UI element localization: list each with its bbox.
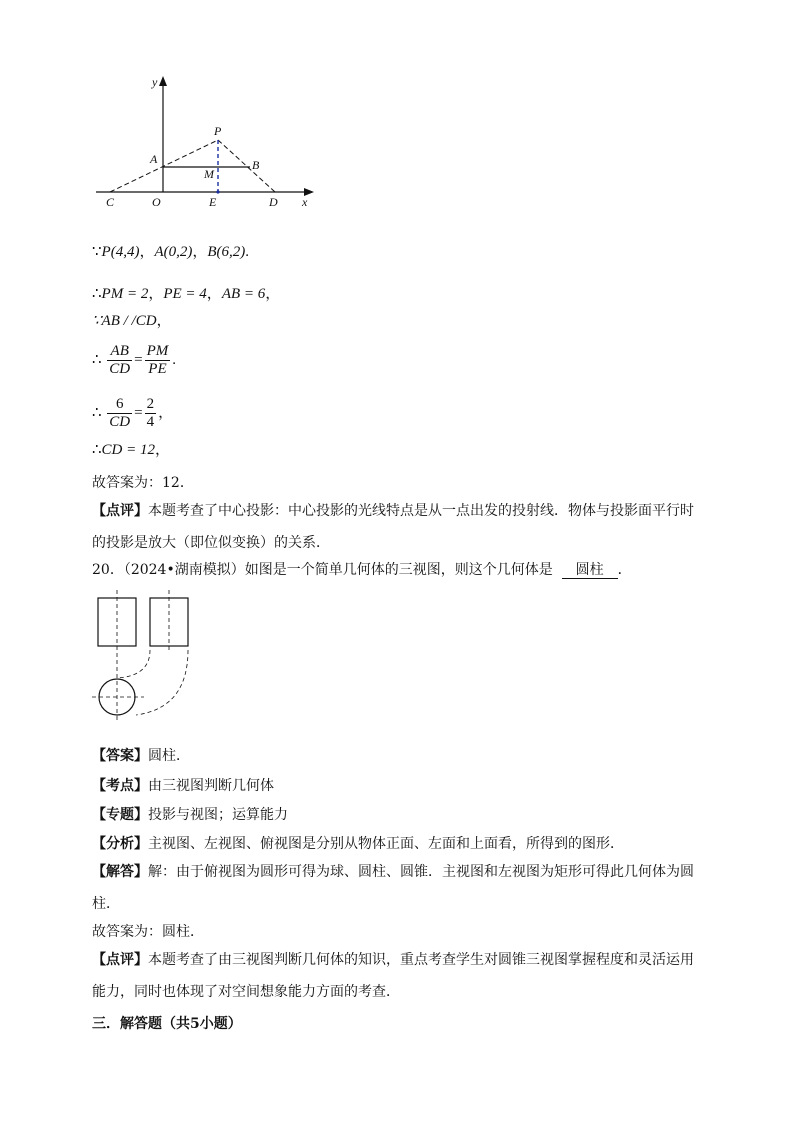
answer-blank: 圆柱 — [562, 562, 618, 579]
kaodian-text: 由三视图判断几何体 — [148, 778, 274, 794]
period: . — [245, 244, 250, 260]
kaodian-tag: 【考点】 — [92, 778, 148, 794]
equals-sign: = — [134, 404, 143, 421]
fraction-6-cd — [107, 396, 132, 431]
therefore-symbol: ∴ — [92, 351, 102, 368]
zhuanti-text: 投影与视图；运算能力 — [148, 807, 288, 823]
separator: ， — [139, 244, 155, 260]
comment-20 — [92, 944, 704, 1008]
parallel-statement: ∵AB / /CD — [92, 313, 157, 329]
separator: ， — [148, 286, 164, 302]
separator: ， — [206, 286, 222, 302]
label-x: x — [302, 195, 308, 209]
y-axis-arrow — [159, 76, 167, 86]
comment-text: 本题考查了中心投影：中心投影的光线特点是从一点出发的投射线．物体与投影面平行时的投影是放大（即位似变换）的关系． — [92, 503, 694, 551]
numerator: AB — [107, 343, 132, 361]
therefore-symbol: ∴ — [92, 286, 102, 302]
label-o: O — [152, 195, 161, 209]
separator: ， — [192, 244, 208, 260]
fraction-pm-pe — [145, 343, 171, 378]
numerator: PM — [146, 343, 169, 359]
kaodian-20 — [92, 777, 274, 795]
label-m: M — [204, 167, 214, 181]
label-c: C — [106, 195, 115, 209]
zhuanti-20 — [92, 806, 288, 824]
separator: ， — [156, 313, 172, 329]
fenxi-tag: 【分析】 — [92, 836, 148, 852]
separator: ， — [158, 404, 174, 421]
solution-line-1 — [92, 243, 249, 261]
projection-arc-inner — [117, 650, 150, 678]
question-20-stem — [92, 561, 632, 579]
label-b: B — [252, 158, 260, 172]
equals-sign: = — [134, 351, 143, 368]
denominator: CD — [109, 361, 131, 377]
answer-line-20: 故答案为：圆柱． — [92, 924, 204, 940]
jieda-text: 解：由于俯视图为圆形可得为球、圆柱、圆锥．主视图和左视图为矩形可得此几何体为圆柱． — [92, 864, 694, 912]
therefore-symbol: ∴ — [92, 442, 102, 458]
ab-value: AB = 6 — [221, 286, 266, 302]
denominator: CD — [109, 414, 131, 430]
fraction-2-4 — [145, 396, 157, 431]
central-projection-diagram — [88, 72, 328, 212]
question-source: （2024•湖南模拟） — [123, 562, 245, 578]
comment-tag: 【点评】 — [92, 503, 148, 519]
therefore-symbol: ∴ — [92, 404, 102, 421]
comment-tag: 【点评】 — [92, 952, 148, 968]
solution-line-3 — [92, 312, 172, 330]
cd-value: CD = 12 — [101, 442, 156, 458]
ray-pd — [218, 140, 275, 192]
solution-line-2 — [92, 285, 280, 303]
label-e: E — [209, 195, 217, 209]
label-d: D — [269, 195, 278, 209]
fenxi-text: 主视图、左视图、俯视图是分别从物体正面、左面和上面看，所得到的图形． — [148, 836, 624, 852]
section-3-title: 三．解答题（共5小题） — [92, 1016, 242, 1032]
label-a: A — [150, 152, 158, 166]
point-e-dot — [216, 190, 219, 193]
fraction-ab-cd — [107, 343, 132, 378]
point-b-coords: B(6,2) — [207, 244, 246, 260]
three-views-diagram — [86, 588, 206, 723]
fenxi-20 — [92, 835, 624, 853]
jieda-20 — [92, 856, 704, 920]
projection-arc-outer — [136, 650, 188, 715]
numerator: 6 — [107, 396, 132, 414]
answer-20 — [92, 747, 190, 765]
label-p: P — [214, 124, 222, 138]
pm-value: PM = 2 — [101, 286, 149, 302]
comment-19 — [92, 495, 704, 559]
because-symbol: ∵ — [92, 244, 102, 260]
point-p-coords: P(4,4) — [101, 244, 140, 260]
numerator: 2 — [146, 396, 155, 412]
period: ． — [617, 562, 632, 578]
solution-line-4 — [92, 343, 176, 378]
answer-line-19: 故答案为：12． — [92, 475, 194, 491]
separator: ， — [155, 442, 171, 458]
answer-text: 圆柱． — [148, 748, 190, 764]
solution-line-6 — [92, 441, 170, 459]
point-a-coords: A(0,2) — [154, 244, 193, 260]
question-number: 20． — [92, 562, 124, 578]
answer-tag: 【答案】 — [92, 748, 148, 764]
comment-text: 本题考查了由三视图判断几何体的知识，重点考查学生对圆锥三视图掌握程度和灵活运用能力，同时也体现了对空间想象能力方面的考查． — [92, 952, 694, 1000]
period: . — [172, 351, 177, 368]
denominator: 4 — [146, 414, 155, 430]
ray-cp — [110, 140, 218, 192]
denominator: PE — [148, 361, 167, 377]
jieda-tag: 【解答】 — [92, 864, 148, 880]
pe-value: PE = 4 — [163, 286, 207, 302]
label-y: y — [152, 75, 158, 89]
zhuanti-tag: 【专题】 — [92, 807, 148, 823]
question-text: 如图是一个简单几何体的三视图，则这个几何体是 — [244, 562, 553, 578]
separator: ， — [265, 286, 281, 302]
solution-line-5 — [92, 396, 173, 431]
